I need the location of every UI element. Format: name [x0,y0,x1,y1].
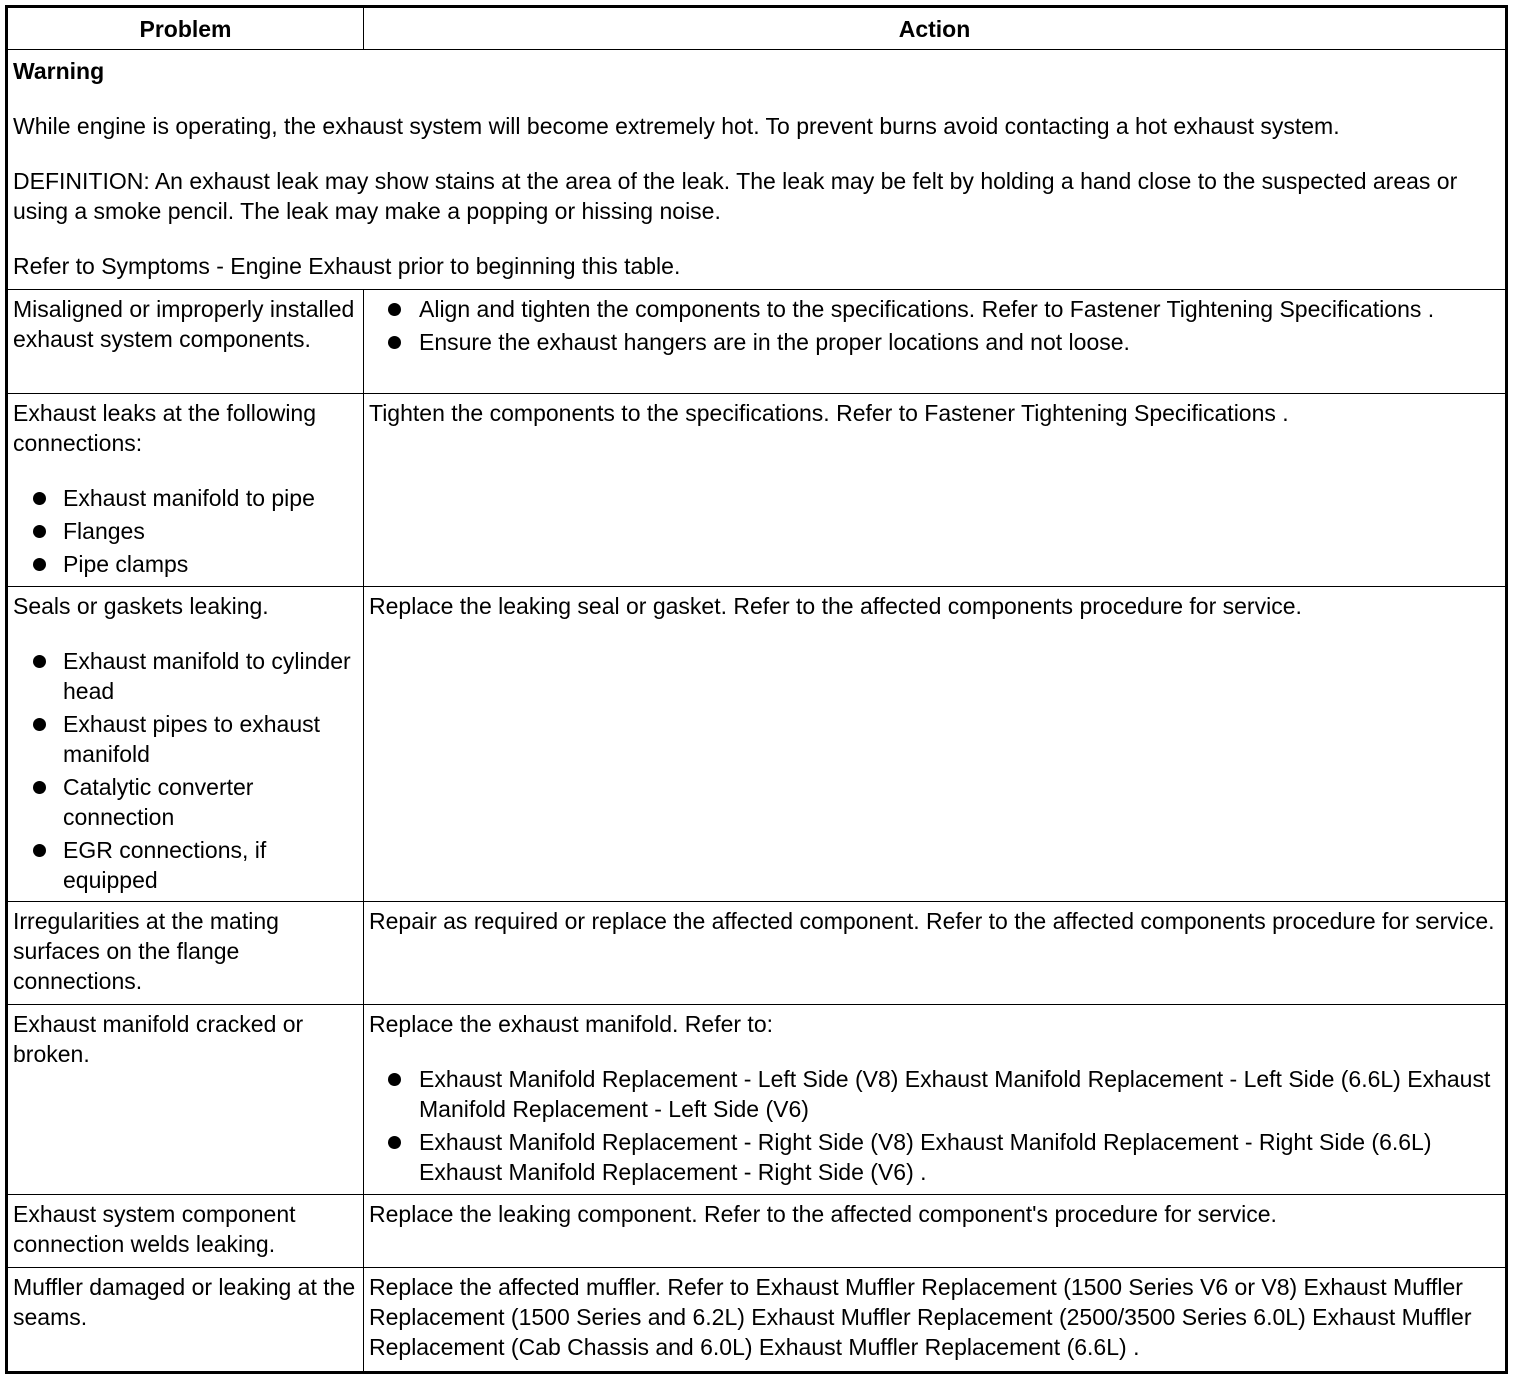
action-bullet-list [369,1064,1500,1187]
problem-cell: Exhaust manifold cracked or broken. [8,1005,364,1194]
list-item: Exhaust Manifold Replacement - Left Side (V8) Exhaust Manifold Replacement - Left Side (6.6L) Exhaust Manifold Replacement - Left Side (V6) [369,1064,1500,1124]
symptom-table [5,5,1508,1374]
action-cell [364,290,1505,393]
problem-cell: Irregularities at the mating surfaces on the flange connections. [8,902,364,1004]
header-problem: Problem [8,8,364,49]
action-cell: Replace the leaking component. Refer to the affected component's procedure for service. [369,1201,1277,1227]
problem-bullet-list [13,646,358,895]
refer-text: Refer to Symptoms - Engine Exhaust prior to beginning this table. [13,253,681,279]
problem-cell [8,587,364,901]
list-item: Exhaust Manifold Replacement - Right Side (V8) Exhaust Manifold Replacement - Right Side (6.6L) Exhaust Manifold Replacement - Right Side (V6) . [369,1127,1500,1187]
table-row [8,289,1505,393]
header-action: Action [898,16,971,42]
problem-bullet-list [13,483,358,579]
table-header-row [8,8,1505,49]
list-item: Exhaust manifold to cylinder head [13,646,358,706]
warning-row [8,49,1505,289]
list-item: Flanges [13,516,358,546]
list-item: Ensure the exhaust hangers are in the proper locations and not loose. [369,327,1500,357]
list-item: Exhaust manifold to pipe [13,483,358,513]
table-row [8,1194,1505,1267]
warning-block [8,50,1505,289]
table-row [8,393,1505,586]
problem-cell: Muffler damaged or leaking at the seams. [8,1268,364,1371]
warning-text: While engine is operating, the exhaust system will become extremely hot. To prevent burns avoid contacting a hot exhaust system. [13,113,1340,139]
list-item: Align and tighten the components to the specifications. Refer to Fastener Tightening Specifications . [369,294,1500,324]
table-row [8,1267,1505,1371]
action-cell: Tighten the components to the specifications. Refer to Fastener Tightening Specifications . [369,400,1289,426]
definition-text: DEFINITION: An exhaust leak may show stains at the area of the leak. The leak may be felt by holding a hand close to the suspected areas or using a smoke pencil. The leak may make a popping or hissing noise. [13,168,1458,224]
action-cell: Repair as required or replace the affected component. Refer to the affected components procedure for service. [369,908,1495,934]
problem-cell: Misaligned or improperly installed exhaust system components. [8,290,364,393]
action-text: Replace the exhaust manifold. Refer to: [369,1011,774,1037]
problem-text: Exhaust leaks at the following connections: [13,400,317,456]
action-cell [364,1005,1505,1194]
table-row [8,586,1505,901]
list-item: EGR connections, if equipped [13,835,358,895]
list-item: Exhaust pipes to exhaust manifold [13,709,358,769]
table-row [8,1004,1505,1194]
problem-cell [8,394,364,586]
action-cell: Replace the affected muffler. Refer to Exhaust Muffler Replacement (1500 Series V6 or V8) Exhaust Muffler Replacement (1500 Series and 6.2L) Exhaust Muffler Replacement (2500/3500 Series 6.0L) Exhaust Muffler Replacement (Cab Chassis and 6.0L) Exhaust Muffler Replacement (6.6L) . [369,1274,1472,1360]
table-row [8,901,1505,1004]
list-item: Pipe clamps [13,549,358,579]
warning-title: Warning [13,58,105,84]
problem-cell: Exhaust system component connection welds leaking. [8,1195,364,1267]
problem-text: Seals or gaskets leaking. [13,593,269,619]
action-bullet-list [369,294,1500,357]
list-item: Catalytic converter connection [13,772,358,832]
action-cell: Replace the leaking seal or gasket. Refer to the affected components procedure for service. [369,593,1302,619]
